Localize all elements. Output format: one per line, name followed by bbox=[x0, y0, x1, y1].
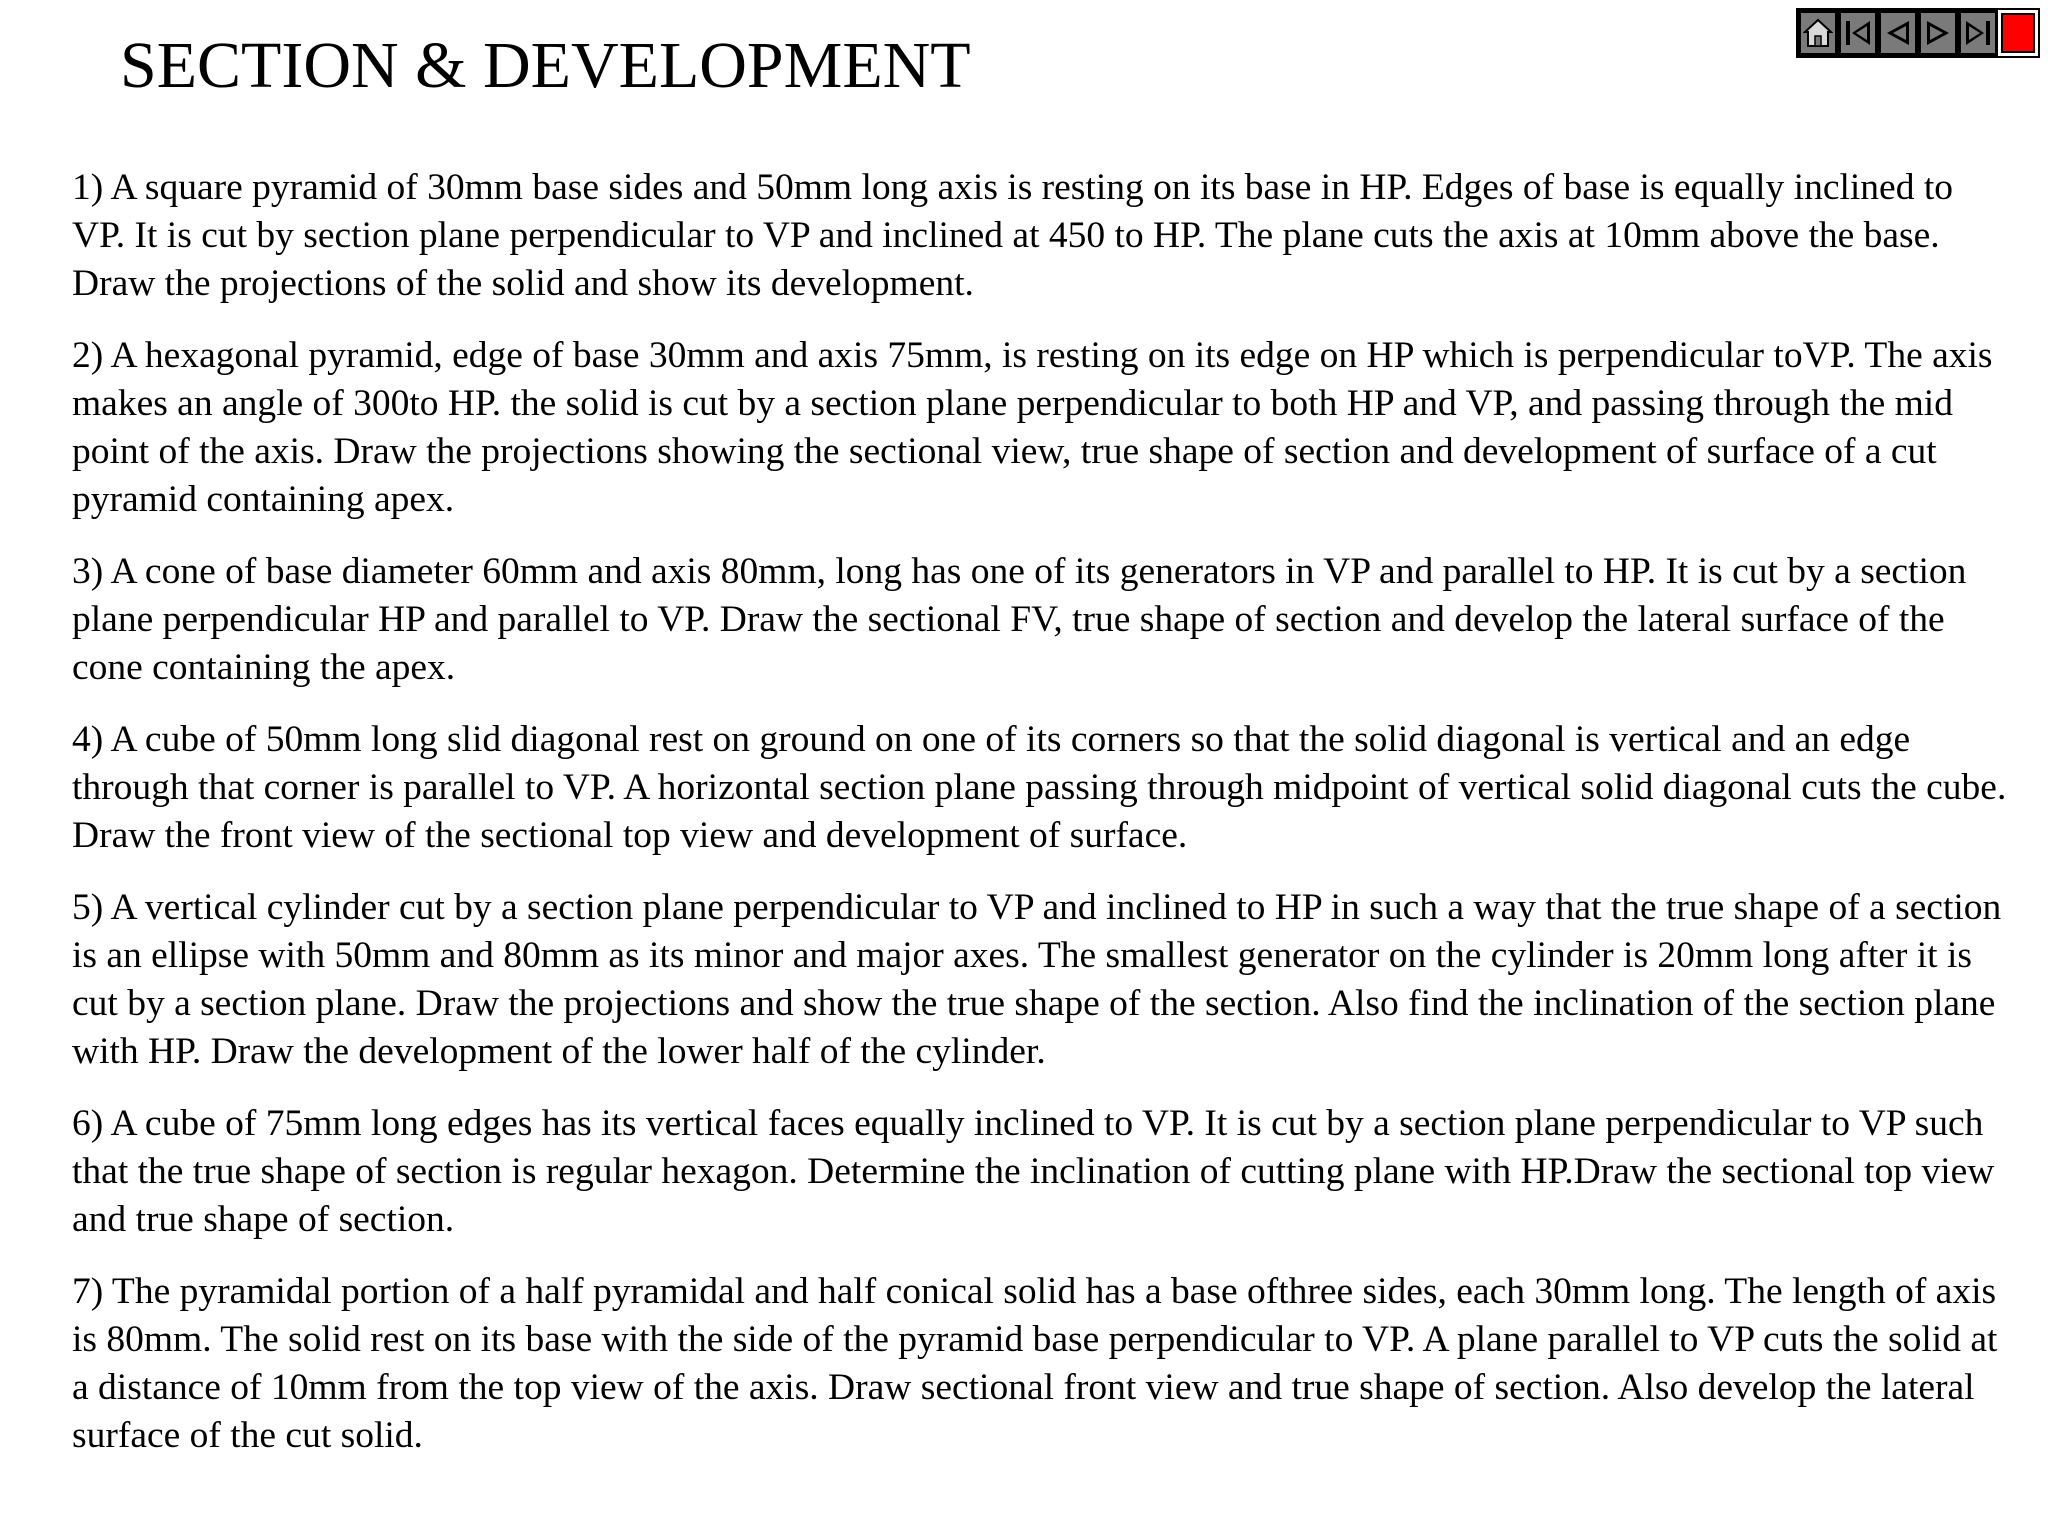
last-slide-button[interactable] bbox=[1958, 10, 1998, 56]
problem-4: 4) A cube of 50mm long slid diagonal rest on ground on one of its corners so that the solid diagonal is vertical and an edge through that corner is parallel to VP. A horizontal section plane passing through midpoint of vertical solid diagonal cuts the cube. Draw the front view of the sectional top view and development of surface. bbox=[72, 719, 2007, 856]
slide-navigation-bar bbox=[1796, 8, 2040, 58]
next-slide-button[interactable] bbox=[1918, 10, 1958, 56]
problem-6: 6) A cube of 75mm long edges has its vertical faces equally inclined to VP. It is cut by a section plane perpendicular to VP such that the true shape of section is regular hexagon. Determine the inclination of cutting plane with HP.Draw the sectional top view and true shape of section. bbox=[72, 1103, 1995, 1240]
problem-2: 2) A hexagonal pyramid, edge of base 30mm and axis 75mm, is resting on its edge on HP which is perpendicular toVP. The axis makes an angle of 300to HP. the solid is cut by a section plane perpendicular to both HP and VP, and passing through the mid point of the axis. Draw the projections showing the sectional view, true shape of section and development of surface of a cut pyramid containing apex. bbox=[72, 335, 1993, 520]
home-icon bbox=[1803, 17, 1833, 49]
home-button[interactable] bbox=[1798, 10, 1838, 56]
first-slide-button[interactable] bbox=[1838, 10, 1878, 56]
problem-3: 3) A cone of base diameter 60mm and axis 80mm, long has one of its generators in VP and parallel to HP. It is cut by a section plane perpendicular HP and parallel to VP. Draw the sectional FV, true shape of section and develop the lateral surface of the cone containing the apex. bbox=[72, 551, 1967, 688]
last-slide-icon bbox=[1963, 17, 1993, 49]
previous-slide-icon bbox=[1883, 17, 1913, 49]
problem-7: 7) The pyramidal portion of a half pyramidal and half conical solid has a base ofthree sides, each 30mm long. The length of axis is 80mm. The solid rest on its base with the side of the pyramid base perpendicular to VP. A plane parallel to VP cuts the solid at a distance of 10mm from the top view of the axis. Draw sectional front view and true shape of section. Also develop the lateral surface of the cut solid. bbox=[72, 1271, 1998, 1456]
next-slide-icon bbox=[1923, 17, 1953, 49]
problem-list bbox=[72, 164, 2012, 1484]
page-title: SECTION & DEVELOPMENT bbox=[120, 29, 971, 102]
problem-5: 5) A vertical cylinder cut by a section plane perpendicular to VP and inclined to HP in such a way that the true shape of a section is an ellipse with 50mm and 80mm as its minor and major axes. The smallest generator on the cylinder is 20mm long after it is cut by a section plane. Draw the projections and show the true shape of the section. Also find the inclination of the section plane with HP. Draw the development of the lower half of the cylinder. bbox=[72, 887, 2002, 1072]
stop-icon bbox=[2005, 17, 2031, 49]
first-slide-icon bbox=[1843, 17, 1873, 49]
previous-slide-button[interactable] bbox=[1878, 10, 1918, 56]
stop-button[interactable] bbox=[1998, 10, 2038, 56]
problem-1: 1) A square pyramid of 30mm base sides and 50mm long axis is resting on its base in HP. Edges of base is equally inclined to VP. It is cut by section plane perpendicular to VP and inclined at 450 to HP. The plane cuts the axis at 10mm above the base. Draw the projections of the solid and show its development. bbox=[72, 167, 1953, 304]
